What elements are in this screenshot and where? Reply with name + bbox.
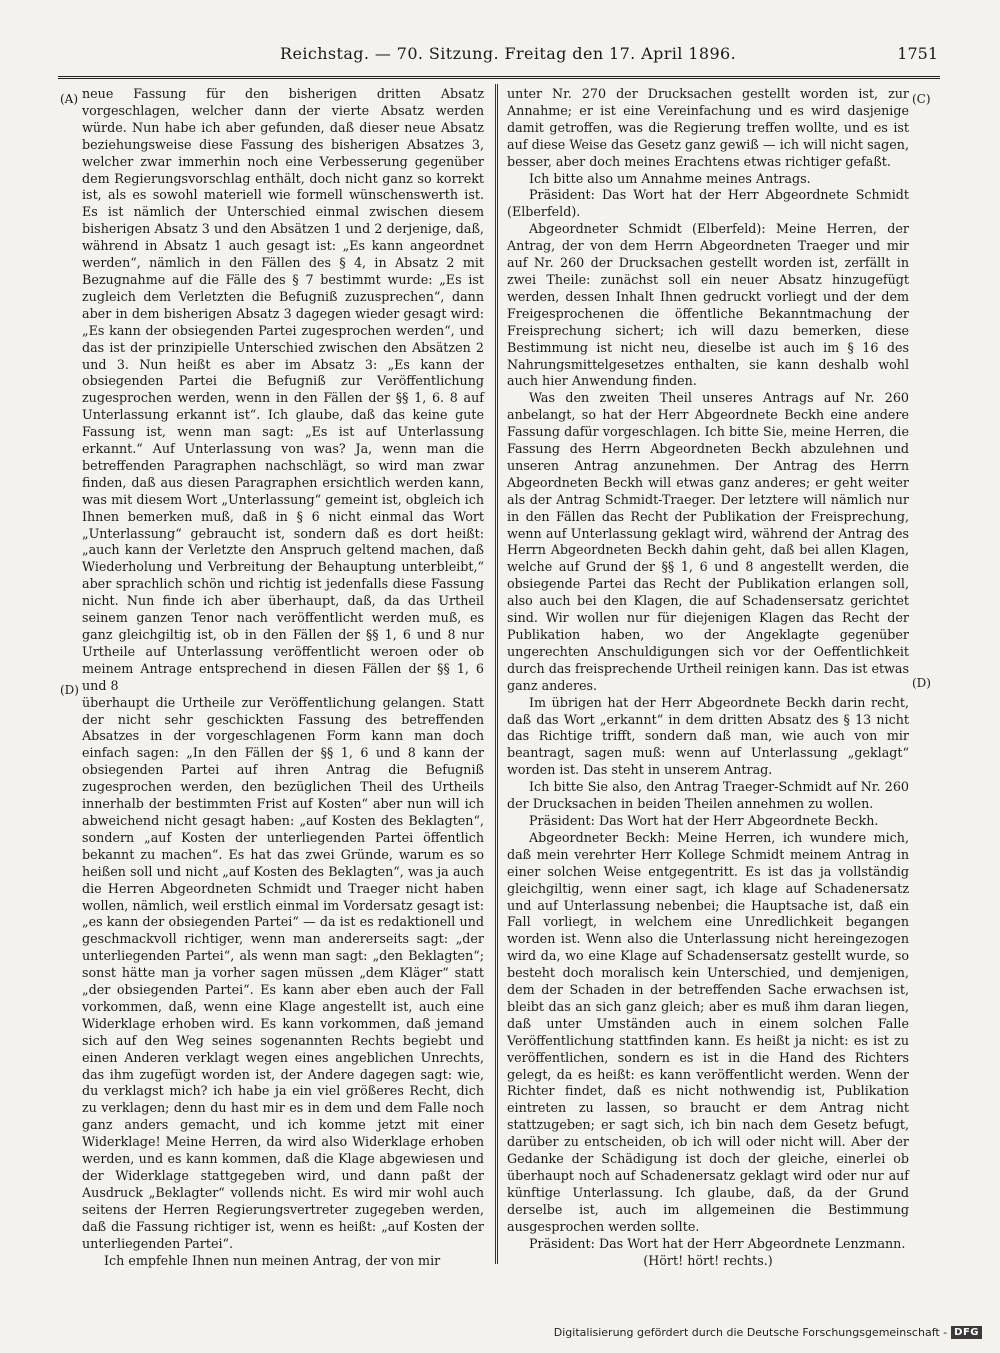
header-rule-double (58, 78, 940, 79)
column-separator (495, 84, 496, 1264)
speaker-paragraph: Präsident: Das Wort hat der Herr Abgeordnete Lenzmann. (529, 1235, 906, 1251)
paragraph: Ich bitte Sie also, den Antrag Traeger-Schmidt auf Nr. 260 der Drucksachen in beiden Theilen annehmen zu wollen. (507, 779, 909, 812)
margin-mark-d-left: (D) (60, 683, 79, 697)
paragraph: Was den zweiten Theil unseres Antrags auf Nr. 260 anbelangt, so hat der Herr Abgeordnete Beckh eine andere Fassung dafür vorgeschlagen. Ich bitte Sie, meine Herren, die Fassung des Herrn Abgeordneten Beckh abzulehnen und unseren Antrag anzunehmen. Der Antrag des Herrn Abgeordneten Beckh will etwas ganz anderes; er geht weiter als der Antrag Schmidt-Traeger. Der letztere will nämlich nur in den Fällen das Recht der Publikation der Freisprechung, wenn auf Unterlassung geklagt wird, während der Antrag des Herrn Abgeordneten Beckh dahin geht, daß bei allen Klagen, welche auf Grund der §§ 1, 6 und 8 angestellt werden, die obsiegende Partei das Recht der Publikation erlangen soll, also auch bei den Klagen, die auf Schadensersatz gerichtet sind. Wir wollen nur für diejenigen Klagen das Recht der Publikation haben, wo der Angeklagte gegenüber ungerechten Anschuldigungen sich vor der Oeffentlichkeit durch das freisprechende Urtheil reinigen kann. Das ist etwas ganz anderes. (507, 390, 909, 693)
footer (554, 1326, 982, 1339)
paragraph: neue Fassung für den bisherigen dritten Absatz vorgeschlagen, welcher dann der vierte Absatz werden würde. Nun habe ich aber gefunden, daß dieser neue Absatz beziehungsweise diese Fassung des bisherigen Absatzes 3, welcher zwar immerhin noch eine Verbesserung gegenüber dem Regierungsvorschlag enthält, doch nicht ganz so korrekt ist, als es sowohl materiell wie formell wünschenswerth ist. Es ist nämlich der Unterschied einmal zwischen diesem bisherigen Absatz 3 und den Absätzen 1 und 2 derjenige, daß, während in Absatz 1 auch gesagt ist: „Es kann angeordnet werden“, nämlich in den Fällen des § 4, in Absatz 2 mit Bezugnahme auf die Fälle des § 7 bestimmt wurde: „Es ist zugleich dem Verletzten die Befugniß zuzusprechen“, dann aber in dem bisherigen Absatz 3 dagegen wieder gesagt wird: „Es kann der obsiegenden Partei zugesprochen werden“, und das ist der prinzipielle Unterschied zwischen den Absätzen 2 und 3. Nun heißt es aber im Absatz 3: „Es kann der obsiegenden Partei die Befugniß zur Veröffentlichung zugesprochen werden, wenn in den Fällen der §§ 1, 6. 8 auf Unterlassung erkannt ist“. Ich glaube, daß das keine gute Fassung ist, wenn man sagt: „Es ist auf Unterlassung erkannt.“ Auf Unterlassung von was? Ja, wenn man die betreffenden Paragraphen nachschlägt, so wird man zwar finden, daß aus diesen Paragraphen ersichtlich werden kann, was mit diesem Wort „Unterlassung“ gemeint ist, obgleich ich Ihnen bemerken muß, daß in § 6 nicht einmal das Wort „Unterlassung“ gebraucht ist, sondern daß es dort heißt: „auch kann der Verletzte den Anspruch geltend machen, daß Wiederholung und Verbreitung der Behauptung unterbleibt,“ aber sprachlich schön und richtig ist jedenfalls diese Fassung nicht. Nun finde ich aber überhaupt, daß, da das Urtheil seinem ganzen Tenor nach veröffentlicht werden muß, es ganz gleichgiltig ist, ob in den Fällen der §§ 1, 6 und 8 nur Urtheile auf Unterlassung veröffentlicht weroen oder ob meinem Antrage entsprechend in diesen Fällen der §§ 1, 6 und 8 (82, 86, 484, 693)
column-separator-double (497, 84, 498, 1264)
paragraph: unter Nr. 270 der Drucksachen gestellt worden ist, zur Annahme; er ist eine Vereinfachung und es wird dasjenige damit getroffen, was die Regierung treffen wollte, und es ist auf diese Weise das Gesetz ganz gewiß — ich will nicht sagen, besser, aber doch meines Erachtens etwas richtiger gefaßt. (507, 86, 909, 169)
margin-mark-c: (C) (912, 92, 931, 106)
paragraph: überhaupt die Urtheile zur Veröffentlichung gelangen. Statt der nicht sehr geschickten Fassung des betreffenden Absatzes in der vorgeschlagenen Form kann man doch einfach sagen: „In den Fällen der §§ 1, 6 und 8 kann der obsiegenden Partei auf ihren Antrag die Befugniß zugesprochen werden, den bezüglichen Theil des Urtheils innerhalb der bestimmten Frist auf Kosten“ aber nun will ich abweichend nicht gesagt haben: „auf Kosten des Beklagten“, sondern „auf Kosten der unterliegenden Partei öffentlich bekannt zu machen“. Es hat das zwei Gründe, warum es so heißen soll und nicht „auf Kosten des Beklagten“, was ja auch die Herren Abgeordneten Schmidt und Traeger nicht haben wollen, nämlich, weil erstlich einmal im Vordersatz gesagt ist: „es kann der obsiegenden Partei“ — da ist es redaktionell und geschmackvoll richtiger, wenn man andererseits sagt: „der unterliegenden Partei“, als wenn man sagt: „den Beklagten“; sonst hätte man ja vorher sagen müssen „dem Kläger“ statt „der obsiegenden Partei“. Es kann aber eben auch der Fall vorkommen, daß, wenn eine Klage angestellt ist, auch eine Widerklage erhoben wird. Es kann vorkommen, daß jemand sich auf den Weg seines sogenannten Rechts begiebt und einen Anderen verklagt wegen eines angeblichen Unrechts, das ihm zugefügt worden ist, der Andere dagegen sagt: wie, du verklagst mich? ich habe ja ein viel größeres Recht, dich zu verklagen; denn du hast mir es in dem und dem Falle noch ganz anders gemacht, und ich komme jetzt mit einer Widerklage! Meine Herren, da wird also Widerklage erhoben werden, und es kann kommen, daß die Klage abgewiesen und der Widerklage stattgegeben wird, und dann paßt der Ausdruck „Beklagter“ vollends nicht. Es wird mir wohl auch seitens der Herren Regierungsvertreter zugegeben werden, daß die Fassung richtiger ist, wenn es heißt: „auf Kosten der unterliegenden Partei“. (82, 694, 484, 1251)
right-column (507, 86, 909, 1269)
speaker-paragraph: Abgeordneter Beckh: Meine Herren, ich wundere mich, daß mein verehrter Herr Kollege Schmidt meinem Antrag in einer solchen Weise entgegentritt. Es ist das ja vollständig gleichgiltig, wenn einer sagt, ich klage auf Schadenersatz und auf Unterlassung nebenbei; die Hauptsache ist, daß ein Fall vorliegt, in welchem eine Unredlichkeit begangen worden ist. Wenn also die Unterlassung nicht hereingezogen wird da, wo eine Klage auf Schadensersatz gestellt wurde, so besteht doch moralisch kein Unterschied, und demjenigen, dem der Schaden in der betreffenden Sache erwachsen ist, bleibt das an sich ganz gleich; aber es muß ihm daran liegen, daß unter Umständen auch in einem solchen Falle Veröffentlichung stattfinden kann. Es heißt ja nicht: es ist zu veröffentlichen, sondern es ist in die Hand des Richters gelegt, da es heißt: es kann veröffentlicht werden. Wenn der Richter findet, daß es nicht nothwendig ist, Publikation eintreten zu lassen, so braucht er dem Antrag nicht stattzugeben; er sagt sich, ich bin nach dem Gesetz befugt, darüber zu entscheiden, ob ich will oder nicht will. Aber der Gedanke der Schädigung ist doch der gleiche, einerlei ob überhaupt noch auf Schadenersatz geklagt wird oder nur auf künftige Unterlassung. Ich glaube, daß, da der Grund derselbe ist, auch im allgemeinen die Bestimmung ausgesprochen werden sollte. (507, 829, 909, 1234)
page-header (58, 44, 938, 72)
speaker-paragraph: Präsident: Das Wort hat der Herr Abgeordnete Beckh. (529, 812, 879, 828)
header-title: Reichstag. — 70. Sitzung. Freitag den 17. April 1896. (280, 44, 737, 63)
left-column (82, 86, 484, 1269)
margin-mark-d-right: (D) (912, 676, 931, 690)
page-number: 1751 (897, 44, 938, 63)
paragraph: Im übrigen hat der Herr Abgeordnete Beckh darin recht, daß das Wort „erkannt“ in dem dritten Absatz des § 13 nicht das Richtige trifft, sondern daß man, wie auch von mir beantragt, sagen muß: wenn auf Unterlassung „geklagt“ worden ist. Das steht in unserem Antrag. (507, 694, 909, 778)
paragraph: Ich empfehle Ihnen nun meinen Antrag, der von mir (104, 1252, 441, 1268)
paragraph: Ich bitte also um Annahme meines Antrags. (529, 170, 811, 186)
margin-mark-a: (A) (60, 92, 79, 106)
speaker-paragraph: Abgeordneter Schmidt (Elberfeld): Meine Herren, der Antrag, der von dem Herrn Abgeordneten Traeger und mir auf Nr. 260 der Drucksachen gestellt worden ist, zerfällt in zwei Theile: zunächst soll ein neuer Absatz hinzugefügt werden, dessen Inhalt Ihnen gedruckt vorliegt und der dem Freigesprochenen die öffentliche Bekanntmachung der Freisprechung sichert; ich will dazu bemerken, diese Bestimmung ist nicht neu, dieselbe ist auch im § 16 des Nahrungsmittelgesetzes enthalten, sie kann deshalb wohl auch hier Anwendung finden. (507, 221, 909, 389)
speaker-paragraph: Präsident: Das Wort hat der Herr Abgeordnete Schmidt (Elberfeld). (507, 187, 909, 220)
interjection: (Hört! hört! rechts.) (643, 1252, 773, 1268)
header-rule (58, 76, 940, 77)
footer-text: Digitalisierung gefördert durch die Deutsche Forschungsgemeinschaft - (553, 1326, 948, 1339)
dfg-logo: DFG (951, 1326, 982, 1339)
